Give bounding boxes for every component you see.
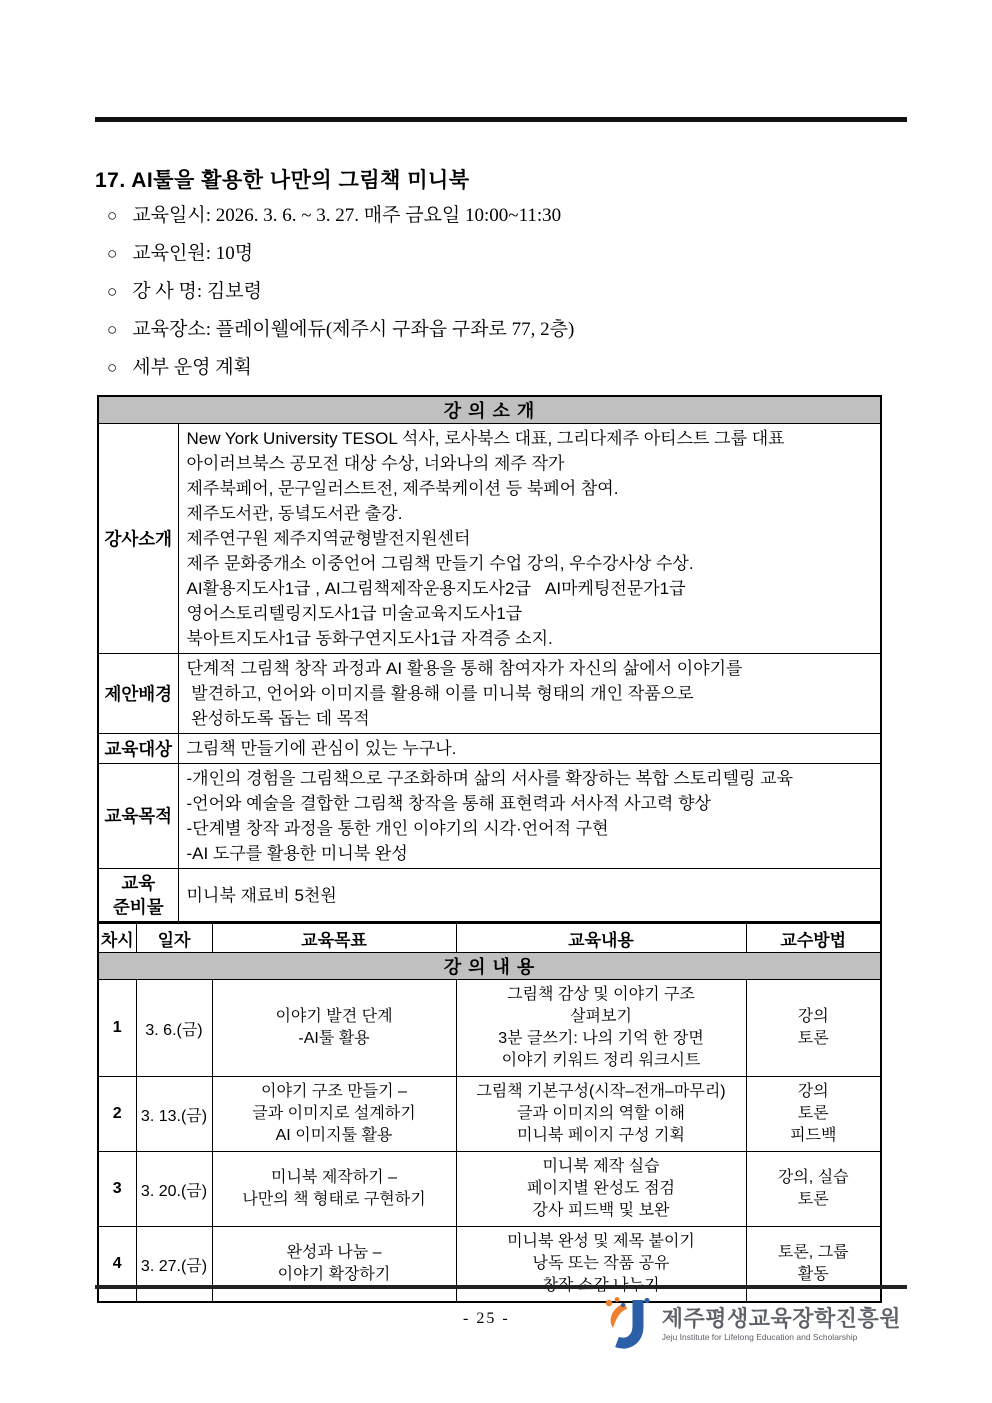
bullet-text: 교육장소: 플레이웰에듀(제주시 구좌읍 구좌로 77, 2층) (132, 319, 575, 340)
bullet-item (107, 355, 847, 380)
schedule-column-header: 차시 (98, 924, 136, 953)
row-content-line: 제주북페어, 문구일러스트전, 제주북케이션 등 북페어 참여. (186, 479, 619, 498)
schedule-column-header: 교수방법 (746, 924, 881, 953)
session-method-line: 토론 (797, 1030, 829, 1047)
course-intro-table (97, 395, 882, 923)
bullet-item (107, 317, 847, 342)
row-content-line: New York University TESOL 석사, 로사북스 대표, 그리다제주 아티스트 그룹 대표 (186, 429, 785, 448)
row-label (98, 869, 178, 923)
row-label-line: 준비물 (112, 897, 164, 917)
bullet-list (107, 203, 847, 393)
row-content (178, 869, 881, 923)
session-content-line: 미니북 제작 실습 (542, 1158, 660, 1175)
session-number: 4 (98, 1227, 136, 1303)
org-logo-icon (602, 1296, 654, 1352)
session-method-line: 활동 (797, 1266, 829, 1283)
bullet-item (107, 241, 847, 266)
row-content-line: 미니북 재료비 5천원 (186, 885, 337, 905)
session-goal-line: 글과 이미지로 설계하기 (252, 1105, 416, 1122)
circle-bullet-icon: ○ (107, 358, 118, 377)
row-content-line: 제주연구원 제주지역균형발전지원센터 (186, 529, 471, 548)
org-logo-text (662, 1306, 901, 1343)
session-content (456, 980, 746, 1077)
org-name-english: Jeju Institute for Lifelong Education and Scholarship (661, 1331, 858, 1342)
schedule-row (98, 1152, 881, 1227)
session-number: 2 (98, 1077, 136, 1152)
row-label-line: 교육목적 (104, 806, 173, 826)
session-date: 3. 13.(금) (136, 1077, 212, 1152)
session-method-line: 토론 (797, 1105, 829, 1122)
schedule-row (98, 980, 881, 1077)
row-content-line: -언어와 예술을 결합한 그림책 창작을 통해 표현력과 서사적 사고력 향상 (186, 794, 711, 813)
session-content-line: 이야기 키워드 정리 워크시트 (501, 1052, 701, 1069)
row-content-line: 그림책 만들기에 관심이 있는 누구나. (186, 739, 457, 758)
session-method (746, 1227, 881, 1303)
row-content-line: -AI 도구를 활용한 미니북 완성 (186, 844, 408, 863)
session-number: 3 (98, 1152, 136, 1227)
row-content-line: -개인의 경험을 그림책으로 구조화하며 삶의 서사를 확장하는 복합 스토리텔링 교육 (186, 769, 794, 788)
row-label-line: 교육대상 (104, 738, 173, 759)
session-method (746, 980, 881, 1077)
session-content-line: 미니북 완성 및 제목 붙이기 (507, 1233, 695, 1250)
org-logo (602, 1296, 901, 1352)
bullet-text: 교육인원: 10명 (132, 243, 254, 264)
page-footer (95, 1294, 907, 1364)
row-label-line: 교육 (121, 873, 156, 893)
row-content-line: 북아트지도사1급 동화구연지도사1급 자격증 소지. (186, 629, 553, 648)
row-label-line: 제안배경 (104, 683, 173, 704)
schedule-row (98, 1077, 881, 1152)
session-content-line: 3분 글쓰기: 나의 기억 한 장면 (498, 1030, 704, 1047)
session-goal-line: 나만의 책 형태로 구현하기 (242, 1191, 426, 1208)
session-goal-line: AI 이미지툴 활용 (275, 1127, 393, 1144)
session-content-line: 그림책 기본구성(시작–전개–마무리) (476, 1083, 726, 1100)
circle-bullet-icon: ○ (107, 282, 118, 301)
row-content-line: AI활용지도사1급 , AI그림책제작운용지도사2급 AI마케팅전문가1급 (186, 579, 686, 598)
row-content (178, 424, 881, 654)
bottom-horizontal-rule (95, 1285, 907, 1289)
circle-bullet-icon: ○ (107, 320, 118, 339)
bullet-text: 세부 운영 계획 (132, 357, 252, 378)
row-content (178, 764, 881, 869)
session-goal-line: 이야기 발견 단계 (275, 1008, 393, 1025)
intro-table-row (98, 734, 881, 764)
intro-table-row (98, 869, 881, 923)
session-goal-line: 이야기 구조 만들기 – (261, 1083, 407, 1100)
top-horizontal-rule (95, 117, 907, 122)
session-content-line: 그림책 감상 및 이야기 구조 (507, 986, 695, 1003)
row-content-line: 제주 문화중개소 이중언어 그림책 만들기 수업 강의, 우수강사상 수상. (186, 554, 694, 573)
row-content-line: -단계별 창작 과정을 통한 개인 이야기의 시각·언어적 구현 (186, 819, 609, 838)
schedule-section-title: 강 의 내 용 (98, 953, 881, 980)
session-goal-line: 완성과 나눔 – (286, 1244, 382, 1261)
schedule-column-header: 교육내용 (456, 924, 746, 953)
session-number: 1 (98, 980, 136, 1077)
session-content-line: 페이지별 완성도 점검 (527, 1180, 675, 1197)
session-content (456, 1227, 746, 1303)
schedule-row (98, 1227, 881, 1303)
session-method (746, 1077, 881, 1152)
org-name: 제주평생교육장학진흥원 (661, 1305, 901, 1331)
row-label-line: 강사소개 (104, 528, 173, 549)
intro-section-header-row (98, 396, 881, 424)
session-date: 3. 27.(금) (136, 1227, 212, 1303)
row-content (178, 654, 881, 734)
session-method-line: 강의, 실습 (777, 1169, 849, 1186)
schedule-column-header: 일자 (136, 924, 212, 953)
schedule-column-header: 교육목표 (212, 924, 456, 953)
row-label (98, 734, 178, 764)
course-schedule-table (97, 923, 882, 1303)
session-goal (212, 1152, 456, 1227)
row-content-line: 영어스토리텔링지도사1급 미술교육지도사1급 (186, 604, 523, 623)
page-title: 17. AI툴을 활용한 나만의 그림책 미니북 (95, 169, 470, 193)
bullet-text: 교육일시: 2026. 3. 6. ~ 3. 27. 매주 금요일 10:00~11:30 (132, 205, 562, 226)
session-content (456, 1152, 746, 1227)
session-content-line: 글과 이미지의 역할 이해 (517, 1105, 685, 1122)
session-content-line: 미니북 페이지 구성 기획 (517, 1127, 685, 1144)
schedule-header-row (98, 924, 881, 953)
circle-bullet-icon: ○ (107, 244, 118, 263)
session-goal-line: 이야기 확장하기 (277, 1266, 391, 1283)
row-content-line: 완성하도록 돕는 데 목적 (186, 709, 370, 728)
session-method-line: 토론 (797, 1191, 829, 1208)
session-method-line: 토론, 그룹 (777, 1244, 849, 1261)
circle-bullet-icon: ○ (107, 206, 118, 225)
session-content-line: 강사 피드백 및 보완 (532, 1202, 670, 1219)
row-content-line: 제주도서관, 동녘도서관 출강. (186, 504, 403, 523)
session-content-line: 낭독 또는 작품 공유 (532, 1255, 670, 1272)
intro-section-title: 강 의 소 개 (98, 396, 881, 424)
bullet-text: 강 사 명: 김보령 (132, 281, 262, 302)
session-goal-line: 미니북 제작하기 – (271, 1169, 397, 1186)
intro-table-row (98, 764, 881, 869)
row-label (98, 424, 178, 654)
course-tables (97, 395, 880, 1303)
row-label (98, 654, 178, 734)
row-content (178, 734, 881, 764)
session-goal (212, 1227, 456, 1303)
session-content-line: 살펴보기 (570, 1008, 632, 1025)
bullet-item (107, 203, 847, 228)
session-content (456, 1077, 746, 1152)
intro-table-row (98, 424, 881, 654)
bullet-item (107, 279, 847, 304)
schedule-section-header-row (98, 953, 881, 980)
session-method-line: 강의 (797, 1008, 829, 1025)
row-label (98, 764, 178, 869)
row-content-line: 단계적 그림책 창작 과정과 AI 활용을 통해 참여자가 자신의 삶에서 이야기를 (186, 659, 743, 678)
session-goal (212, 980, 456, 1077)
session-date: 3. 6.(금) (136, 980, 212, 1077)
session-method-line: 강의 (797, 1083, 829, 1100)
row-content-line: 발견하고, 언어와 이미지를 활용해 이를 미니북 형태의 개인 작품으로 (186, 684, 694, 703)
session-goal-line: -AI툴 활용 (298, 1030, 370, 1047)
session-date: 3. 20.(금) (136, 1152, 212, 1227)
page-number: - 25 - (463, 1310, 510, 1327)
session-method (746, 1152, 881, 1227)
session-method-line: 피드백 (790, 1127, 837, 1144)
row-content-line: 아이러브북스 공모전 대상 수상, 너와나의 제주 작가 (186, 454, 565, 473)
session-goal (212, 1077, 456, 1152)
intro-table-row (98, 654, 881, 734)
